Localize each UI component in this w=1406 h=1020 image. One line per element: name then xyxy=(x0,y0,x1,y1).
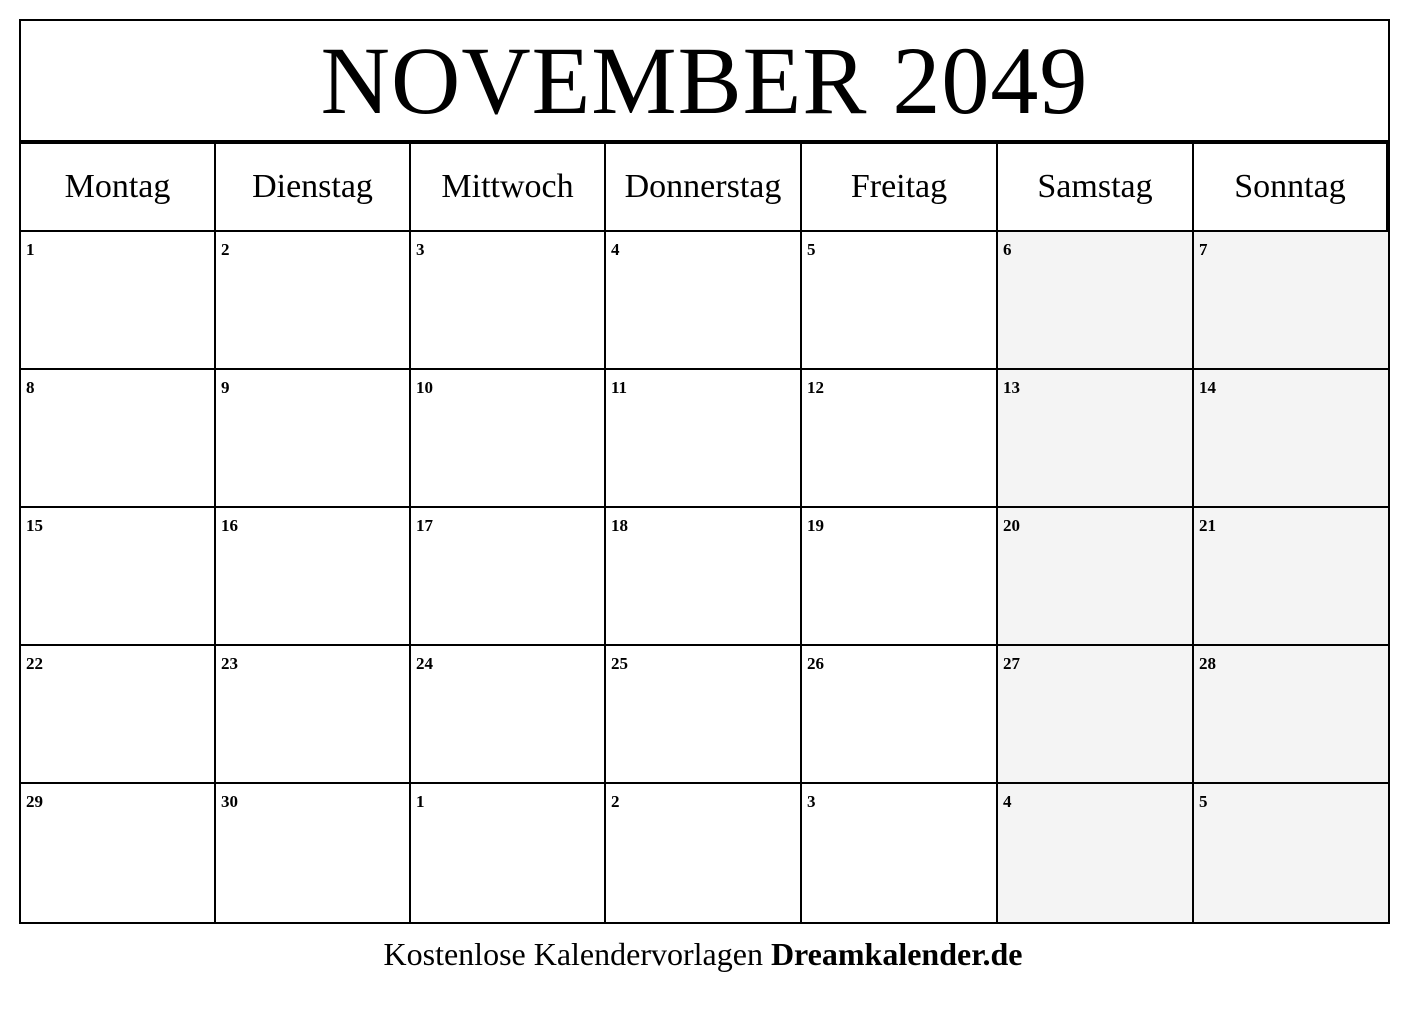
day-number: 9 xyxy=(221,378,230,397)
footer-brand-link[interactable]: Dreamkalender.de xyxy=(770,936,1023,972)
day-number: 4 xyxy=(611,240,620,259)
day-number: 17 xyxy=(416,516,433,535)
day-number: 23 xyxy=(221,654,238,673)
day-number: 25 xyxy=(611,654,628,673)
day-cell xyxy=(411,370,606,508)
day-cell xyxy=(216,784,411,922)
footer-text: Kostenlose Kalendervorlagen xyxy=(383,936,763,972)
day-number: 18 xyxy=(611,516,628,535)
weekday-header: Donnerstag xyxy=(606,142,802,232)
day-number: 5 xyxy=(807,240,816,259)
day-number: 20 xyxy=(1003,516,1020,535)
footer xyxy=(0,936,1406,973)
day-number: 3 xyxy=(416,240,425,259)
day-cell xyxy=(606,232,802,370)
day-number: 1 xyxy=(416,792,425,811)
day-number: 30 xyxy=(221,792,238,811)
day-cell xyxy=(606,646,802,784)
day-cell xyxy=(21,508,216,646)
day-number: 6 xyxy=(1003,240,1012,259)
day-cell-weekend xyxy=(1194,646,1388,784)
day-cell xyxy=(216,370,411,508)
day-number: 22 xyxy=(26,654,43,673)
day-cell-weekend xyxy=(998,784,1194,922)
day-number: 15 xyxy=(26,516,43,535)
day-cell xyxy=(606,784,802,922)
day-cell xyxy=(606,370,802,508)
day-cell xyxy=(802,232,998,370)
day-cell-weekend xyxy=(998,646,1194,784)
day-cell xyxy=(21,232,216,370)
day-number: 29 xyxy=(26,792,43,811)
weekday-header: Montag xyxy=(21,142,216,232)
day-number: 2 xyxy=(221,240,230,259)
calendar-title: NOVEMBER 2049 xyxy=(21,21,1388,142)
day-cell-weekend xyxy=(1194,370,1388,508)
day-cell-weekend xyxy=(1194,508,1388,646)
day-number: 7 xyxy=(1199,240,1208,259)
day-cell xyxy=(411,232,606,370)
day-cell xyxy=(802,370,998,508)
day-number: 13 xyxy=(1003,378,1020,397)
day-number: 12 xyxy=(807,378,824,397)
day-number: 24 xyxy=(416,654,433,673)
weekday-header: Freitag xyxy=(802,142,998,232)
day-cell xyxy=(606,508,802,646)
day-cell-weekend xyxy=(998,370,1194,508)
day-cell-weekend xyxy=(998,508,1194,646)
weekday-header: Samstag xyxy=(998,142,1194,232)
day-cell xyxy=(216,508,411,646)
day-cell-weekend xyxy=(1194,784,1388,922)
day-number: 27 xyxy=(1003,654,1020,673)
day-number: 2 xyxy=(611,792,620,811)
day-number: 14 xyxy=(1199,378,1216,397)
day-number: 10 xyxy=(416,378,433,397)
day-cell xyxy=(21,646,216,784)
day-cell xyxy=(411,508,606,646)
day-number: 21 xyxy=(1199,516,1216,535)
day-cell xyxy=(216,646,411,784)
day-cell xyxy=(802,784,998,922)
day-number: 16 xyxy=(221,516,238,535)
day-number: 5 xyxy=(1199,792,1208,811)
weekday-header: Mittwoch xyxy=(411,142,606,232)
day-cell xyxy=(216,232,411,370)
day-cell xyxy=(411,646,606,784)
day-cell-weekend xyxy=(998,232,1194,370)
calendar-grid xyxy=(21,142,1388,922)
day-cell xyxy=(802,508,998,646)
day-cell xyxy=(21,784,216,922)
calendar xyxy=(19,19,1390,924)
weekday-header: Dienstag xyxy=(216,142,411,232)
weekday-header: Sonntag xyxy=(1194,142,1388,232)
day-cell xyxy=(21,370,216,508)
day-number: 19 xyxy=(807,516,824,535)
day-number: 1 xyxy=(26,240,35,259)
day-cell xyxy=(411,784,606,922)
day-number: 3 xyxy=(807,792,816,811)
day-number: 28 xyxy=(1199,654,1216,673)
day-number: 11 xyxy=(611,378,628,397)
day-cell-weekend xyxy=(1194,232,1388,370)
day-number: 26 xyxy=(807,654,824,673)
day-number: 8 xyxy=(26,378,35,397)
day-cell xyxy=(802,646,998,784)
day-number: 4 xyxy=(1003,792,1012,811)
